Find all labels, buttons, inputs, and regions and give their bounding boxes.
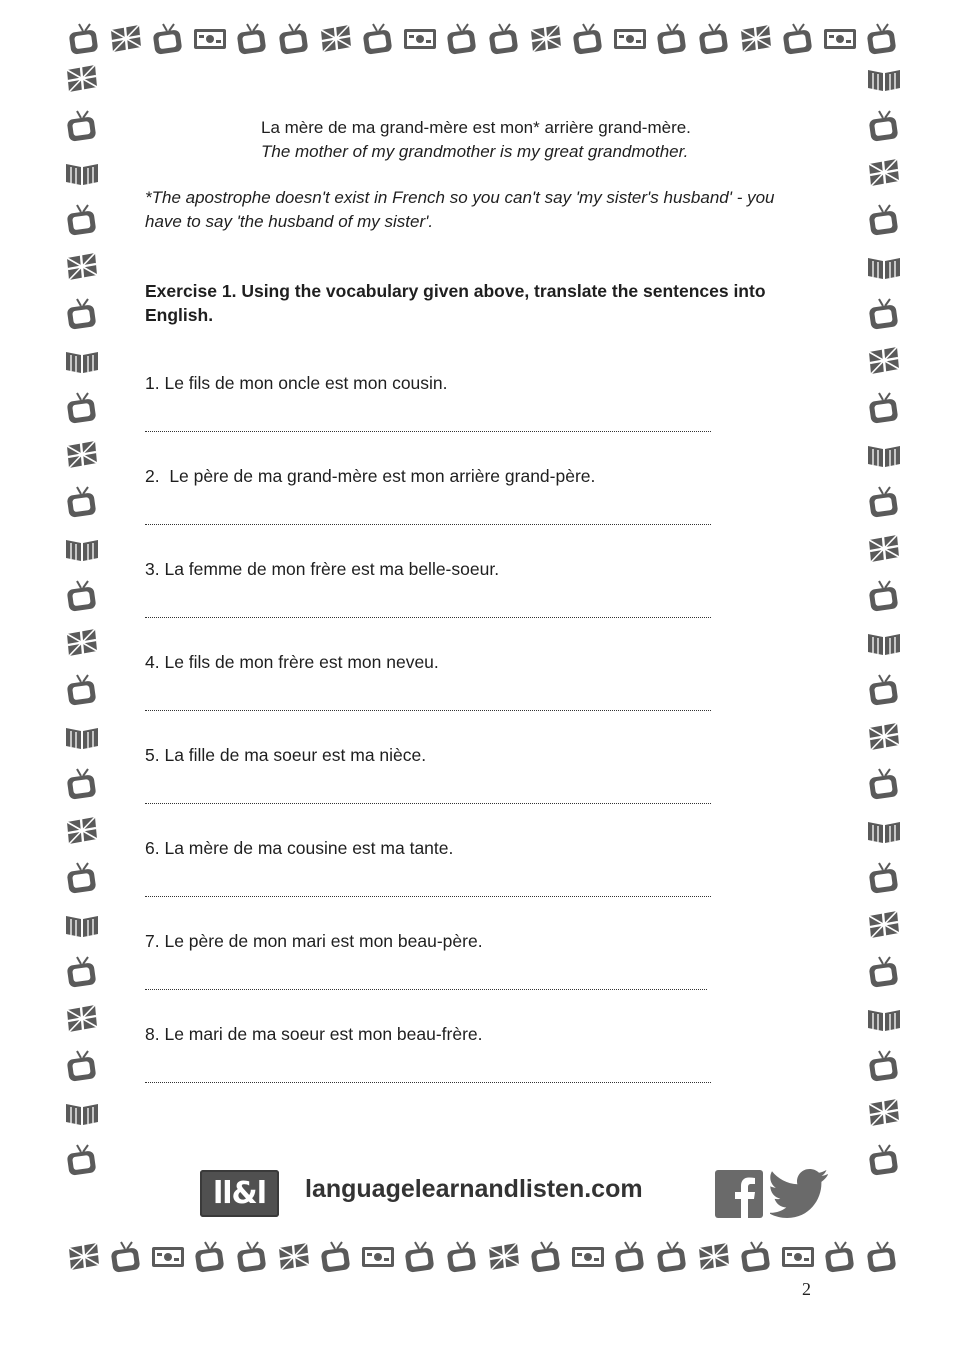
tv-icon xyxy=(64,955,100,989)
tv-icon xyxy=(64,579,100,613)
website-link[interactable]: languagelearnandlisten.com xyxy=(305,1175,643,1203)
twitter-icon[interactable] xyxy=(770,1168,830,1223)
book-icon xyxy=(64,720,100,754)
tv-icon xyxy=(234,1240,270,1274)
tv-icon xyxy=(192,1240,228,1274)
banknote-icon xyxy=(192,22,228,56)
tv-icon xyxy=(864,1240,900,1274)
tv-icon xyxy=(570,22,606,56)
flag-icon xyxy=(64,626,100,660)
question-3: 3. La femme de mon frère est ma belle-soeur. xyxy=(145,559,500,579)
flag-icon xyxy=(866,720,902,754)
book-icon xyxy=(866,626,902,660)
tv-icon xyxy=(64,1143,100,1177)
tv-icon xyxy=(866,297,902,331)
tv-icon xyxy=(654,1240,690,1274)
tv-icon xyxy=(612,1240,648,1274)
flag-icon xyxy=(738,22,774,56)
book-icon xyxy=(866,250,902,284)
question-6: 6. La mère de ma cousine est ma tante. xyxy=(145,838,454,858)
banknote-icon xyxy=(570,1240,606,1274)
exercise-title xyxy=(145,279,815,327)
tv-icon xyxy=(108,1240,144,1274)
flag-icon xyxy=(64,1002,100,1036)
question-4: 4. Le fils de mon frère est mon neveu. xyxy=(145,652,439,672)
tv-icon xyxy=(738,1240,774,1274)
banknote-icon xyxy=(780,1240,816,1274)
flag-icon xyxy=(64,438,100,472)
question-2: 2. Le père de ma grand-mère est mon arrière grand-père. xyxy=(145,466,596,486)
question-5: 5. La fille de ma soeur est ma nièce. xyxy=(145,745,427,765)
flag-icon xyxy=(866,156,902,190)
tv-icon xyxy=(654,22,690,56)
tv-icon xyxy=(64,391,100,425)
question-1: 1. Le fils de mon oncle est mon cousin. xyxy=(145,373,448,393)
page-number: 2 xyxy=(802,1279,811,1299)
flag-icon xyxy=(696,1240,732,1274)
book-icon xyxy=(64,1096,100,1130)
tv-icon xyxy=(866,861,902,895)
example-english: The mother of my grandmother is my great grandmother. xyxy=(261,142,689,161)
footnote-line-1: *The apostrophe doesn't exist in French so you can't say 'my sister's husband' - you xyxy=(145,188,775,207)
book-icon xyxy=(866,438,902,472)
flag-icon xyxy=(528,22,564,56)
exercise-title-line-1: Exercise 1. Using the vocabulary given above, translate the sentences into xyxy=(145,281,766,301)
tv-icon xyxy=(64,109,100,143)
answer-line-5[interactable] xyxy=(145,803,711,804)
banknote-icon xyxy=(360,1240,396,1274)
answer-line-6[interactable] xyxy=(145,896,711,897)
tv-icon xyxy=(402,1240,438,1274)
flag-icon xyxy=(318,22,354,56)
flag-icon xyxy=(66,1240,102,1274)
tv-icon xyxy=(864,22,900,56)
tv-icon xyxy=(234,22,270,56)
tv-icon xyxy=(866,109,902,143)
tv-icon xyxy=(64,1049,100,1083)
tv-icon xyxy=(64,203,100,237)
tv-icon xyxy=(866,1143,902,1177)
tv-icon xyxy=(318,1240,354,1274)
banknote-icon xyxy=(612,22,648,56)
answer-line-7[interactable] xyxy=(145,989,707,990)
book-icon xyxy=(64,344,100,378)
tv-icon xyxy=(866,391,902,425)
tv-icon xyxy=(276,22,312,56)
tv-icon xyxy=(64,485,100,519)
apostrophe-footnote xyxy=(145,186,815,234)
question-7: 7. Le père de mon mari est mon beau-père. xyxy=(145,931,483,951)
book-icon xyxy=(866,1002,902,1036)
flag-icon xyxy=(866,532,902,566)
tv-icon xyxy=(444,1240,480,1274)
tv-icon xyxy=(444,22,480,56)
tv-icon xyxy=(696,22,732,56)
tv-icon xyxy=(528,1240,564,1274)
facebook-icon[interactable] xyxy=(715,1170,763,1223)
book-icon xyxy=(64,532,100,566)
banknote-icon xyxy=(150,1240,186,1274)
flag-icon xyxy=(64,814,100,848)
tv-icon xyxy=(866,1049,902,1083)
flag-icon xyxy=(276,1240,312,1274)
tv-icon xyxy=(866,579,902,613)
tv-icon xyxy=(66,22,102,56)
answer-line-8[interactable] xyxy=(145,1082,711,1083)
tv-icon xyxy=(64,297,100,331)
flag-icon xyxy=(866,344,902,378)
tv-icon xyxy=(64,861,100,895)
book-icon xyxy=(64,156,100,190)
tv-icon xyxy=(150,22,186,56)
tv-icon xyxy=(822,1240,858,1274)
answer-line-1[interactable] xyxy=(145,431,711,432)
book-icon xyxy=(64,908,100,942)
question-8: 8. Le mari de ma soeur est mon beau-frère. xyxy=(145,1024,483,1044)
answer-line-4[interactable] xyxy=(145,710,711,711)
tv-icon xyxy=(64,767,100,801)
book-icon xyxy=(866,62,902,96)
exercise-title-line-2: English. xyxy=(145,305,214,325)
example-french: La mère de ma grand-mère est mon* arrière grand-mère. xyxy=(261,118,691,137)
flag-icon xyxy=(486,1240,522,1274)
example-sentence xyxy=(261,116,691,164)
answer-line-2[interactable] xyxy=(145,524,711,525)
answer-line-3[interactable] xyxy=(145,617,711,618)
tv-icon xyxy=(866,955,902,989)
tv-icon xyxy=(866,485,902,519)
tv-icon xyxy=(866,203,902,237)
tv-icon xyxy=(486,22,522,56)
tv-icon xyxy=(360,22,396,56)
flag-icon xyxy=(64,250,100,284)
banknote-icon xyxy=(822,22,858,56)
banknote-icon xyxy=(402,22,438,56)
flag-icon xyxy=(866,1096,902,1130)
flag-icon xyxy=(866,908,902,942)
book-icon xyxy=(866,814,902,848)
site-logo: ll&l xyxy=(200,1170,279,1217)
tv-icon xyxy=(780,22,816,56)
tv-icon xyxy=(866,673,902,707)
flag-icon xyxy=(64,62,100,96)
tv-icon xyxy=(866,767,902,801)
tv-icon xyxy=(64,673,100,707)
footnote-line-2: have to say 'the husband of my sister'. xyxy=(145,212,434,231)
flag-icon xyxy=(108,22,144,56)
